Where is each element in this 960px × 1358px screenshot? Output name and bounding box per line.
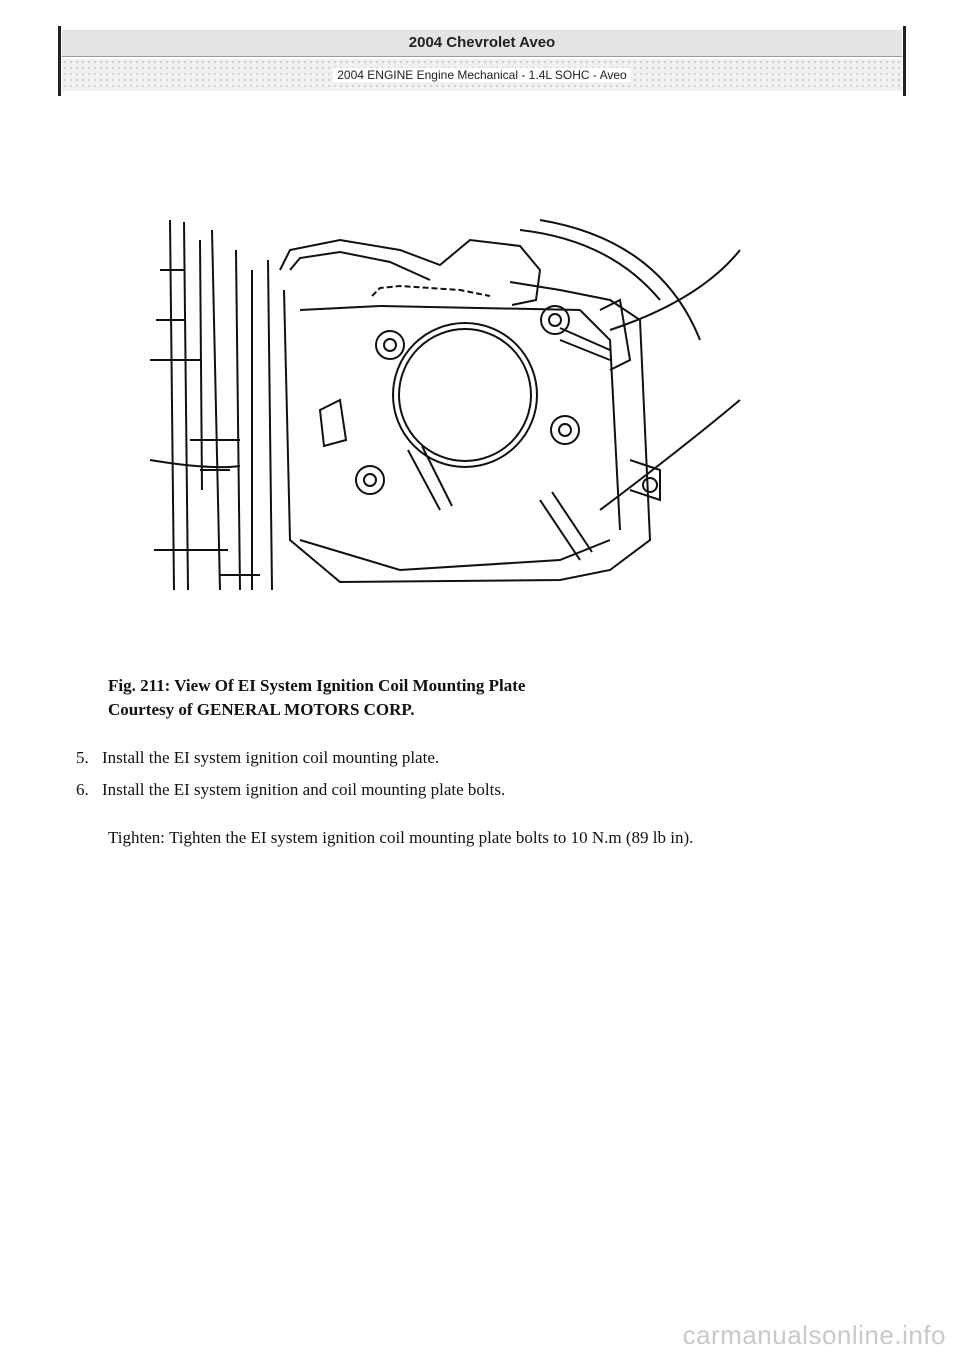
- watermark: carmanualsonline.info: [682, 1320, 946, 1350]
- ignition-coil-mounting-plate-illustration: [140, 210, 760, 600]
- step-5: [76, 746, 439, 770]
- header-title: 2004 Chevrolet Aveo: [62, 30, 902, 57]
- step-text: Install the EI system ignition and coil mounting plate bolts.: [102, 780, 506, 799]
- figure-caption: [108, 674, 525, 722]
- header-right-rule: [903, 26, 906, 96]
- step-number: 6.: [76, 780, 89, 799]
- step-number: 5.: [76, 748, 89, 767]
- figure-caption-courtesy: Courtesy of GENERAL MOTORS CORP.: [108, 700, 415, 719]
- page-header: [58, 26, 906, 96]
- figure-caption-title: Fig. 211: View Of EI System Ignition Coil Mounting Plate: [108, 676, 526, 695]
- header-subtitle-band: [62, 59, 902, 91]
- header-subtitle: 2004 ENGINE Engine Mechanical - 1.4L SOHC - Aveo: [333, 68, 630, 82]
- header-left-rule: [58, 26, 61, 96]
- step-6: [76, 778, 505, 802]
- tighten-instruction: Tighten: Tighten the EI system ignition coil mounting plate bolts to 10 N.m (89 lb in).: [108, 828, 694, 847]
- step-text: Install the EI system ignition coil mounting plate.: [102, 748, 440, 767]
